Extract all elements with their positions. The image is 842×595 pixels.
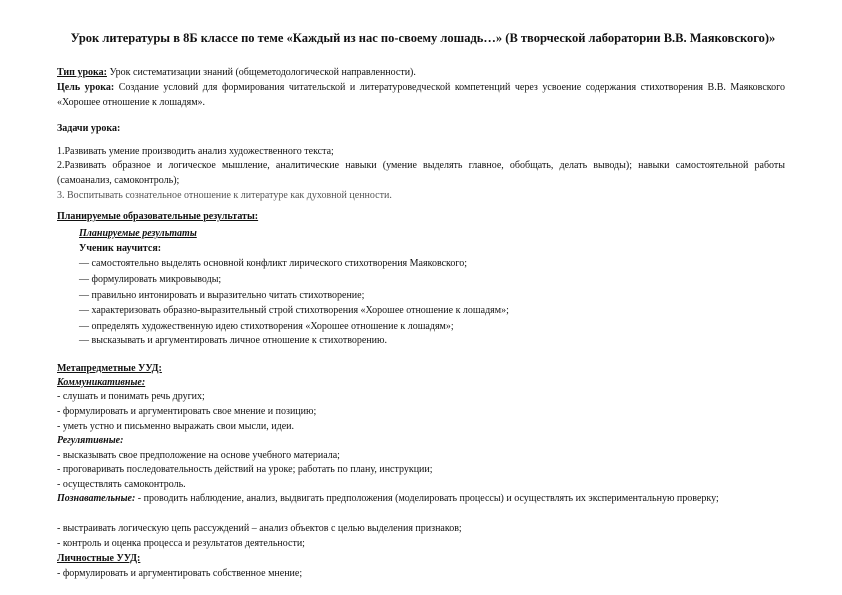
regulative-item: - осуществлять самоконтроль. (57, 479, 186, 490)
result-item: — самостоятельно выделять основной конфликт лирического стихотворения Маяковского; (79, 258, 468, 269)
lesson-type-label: Тип урока: (57, 67, 107, 78)
planned-results-subheading: Планируемые результаты (79, 228, 197, 239)
goal-value: Создание условий для формирования читательской и литературоведческой компетенций через усвоение содержания стихотворения В.В. Маяковского «Хорошее отношение к лошадям». (57, 82, 785, 108)
cognitive-intro: - проводить наблюдение, анализ, выдвигать предположения (моделировать процессы) и осуществлять их экспериментальную проверку; (135, 493, 719, 504)
communicative-heading: Коммуникативные: (57, 377, 146, 388)
personal-item: - формулировать и аргументировать собственное мнение; (57, 568, 303, 579)
task-item: 2.Развивать образное и логическое мышление, аналитические навыки (умение выделять главное, обобщать, делать выводы); навыки самостоятельной работы (самоанализ, самоконтроль); (57, 160, 785, 186)
communicative-item: - слушать и понимать речь других; (57, 391, 205, 402)
tasks-heading: Задачи урока: (57, 123, 121, 134)
task-item: 1.Развивать умение производить анализ художественного текста; (57, 146, 334, 157)
cognitive-heading: Познавательные: (57, 493, 136, 504)
goal-label: Цель урока: (57, 82, 115, 93)
lesson-type (57, 66, 785, 81)
regulative-item: - проговаривать последовательность действий на уроке; работать по плану, инструкции; (57, 464, 433, 475)
task-item: 3. Воспитывать сознательное отношение к литературе как духовной ценности. (57, 190, 392, 201)
planned-results-heading: Планируемые образовательные результаты: (57, 211, 259, 222)
regulative-heading: Регулятивные: (57, 435, 124, 446)
lesson-goal (57, 81, 785, 110)
meta-uud-heading: Метапредметные УУД: (57, 363, 162, 374)
result-item: — определять художественную идею стихотворения «Хорошее отношение к лошадям»; (79, 321, 454, 332)
regulative-item: - высказывать свое предположение на основе учебного материала; (57, 450, 340, 461)
cognitive-item: - контроль и оценка процесса и результатов деятельности; (57, 538, 305, 549)
result-item: — высказывать и аргументировать личное отношение к стихотворению. (79, 335, 387, 346)
learner-heading: Ученик научится: (79, 243, 162, 254)
cognitive-item: - выстраивать логическую цепь рассуждений – анализ объектов с целью выделения признаков; (57, 523, 462, 534)
personal-uud-heading: Личностные УУД: (57, 553, 141, 564)
result-item: — характеризовать образно-выразительный строй стихотворения «Хорошее отношение к лошадям»; (79, 305, 509, 316)
communicative-item: - уметь устно и письменно выражать свои мысли, идеи. (57, 421, 294, 432)
lesson-type-value: Урок систематизации знаний (общеметодологической направленности). (106, 67, 416, 78)
cognitive-block (57, 492, 785, 507)
result-item: — правильно интонировать и выразительно читать стихотворение; (79, 290, 365, 301)
communicative-item: - формулировать и аргументировать свое мнение и позицию; (57, 406, 317, 417)
result-item: — формулировать микровыводы; (79, 274, 222, 285)
page-title: Урок литературы в 8Б классе по теме «Каждый из нас по-своему лошадь…» (В творческой лаборатории В.В. Маяковского)» (70, 31, 776, 45)
